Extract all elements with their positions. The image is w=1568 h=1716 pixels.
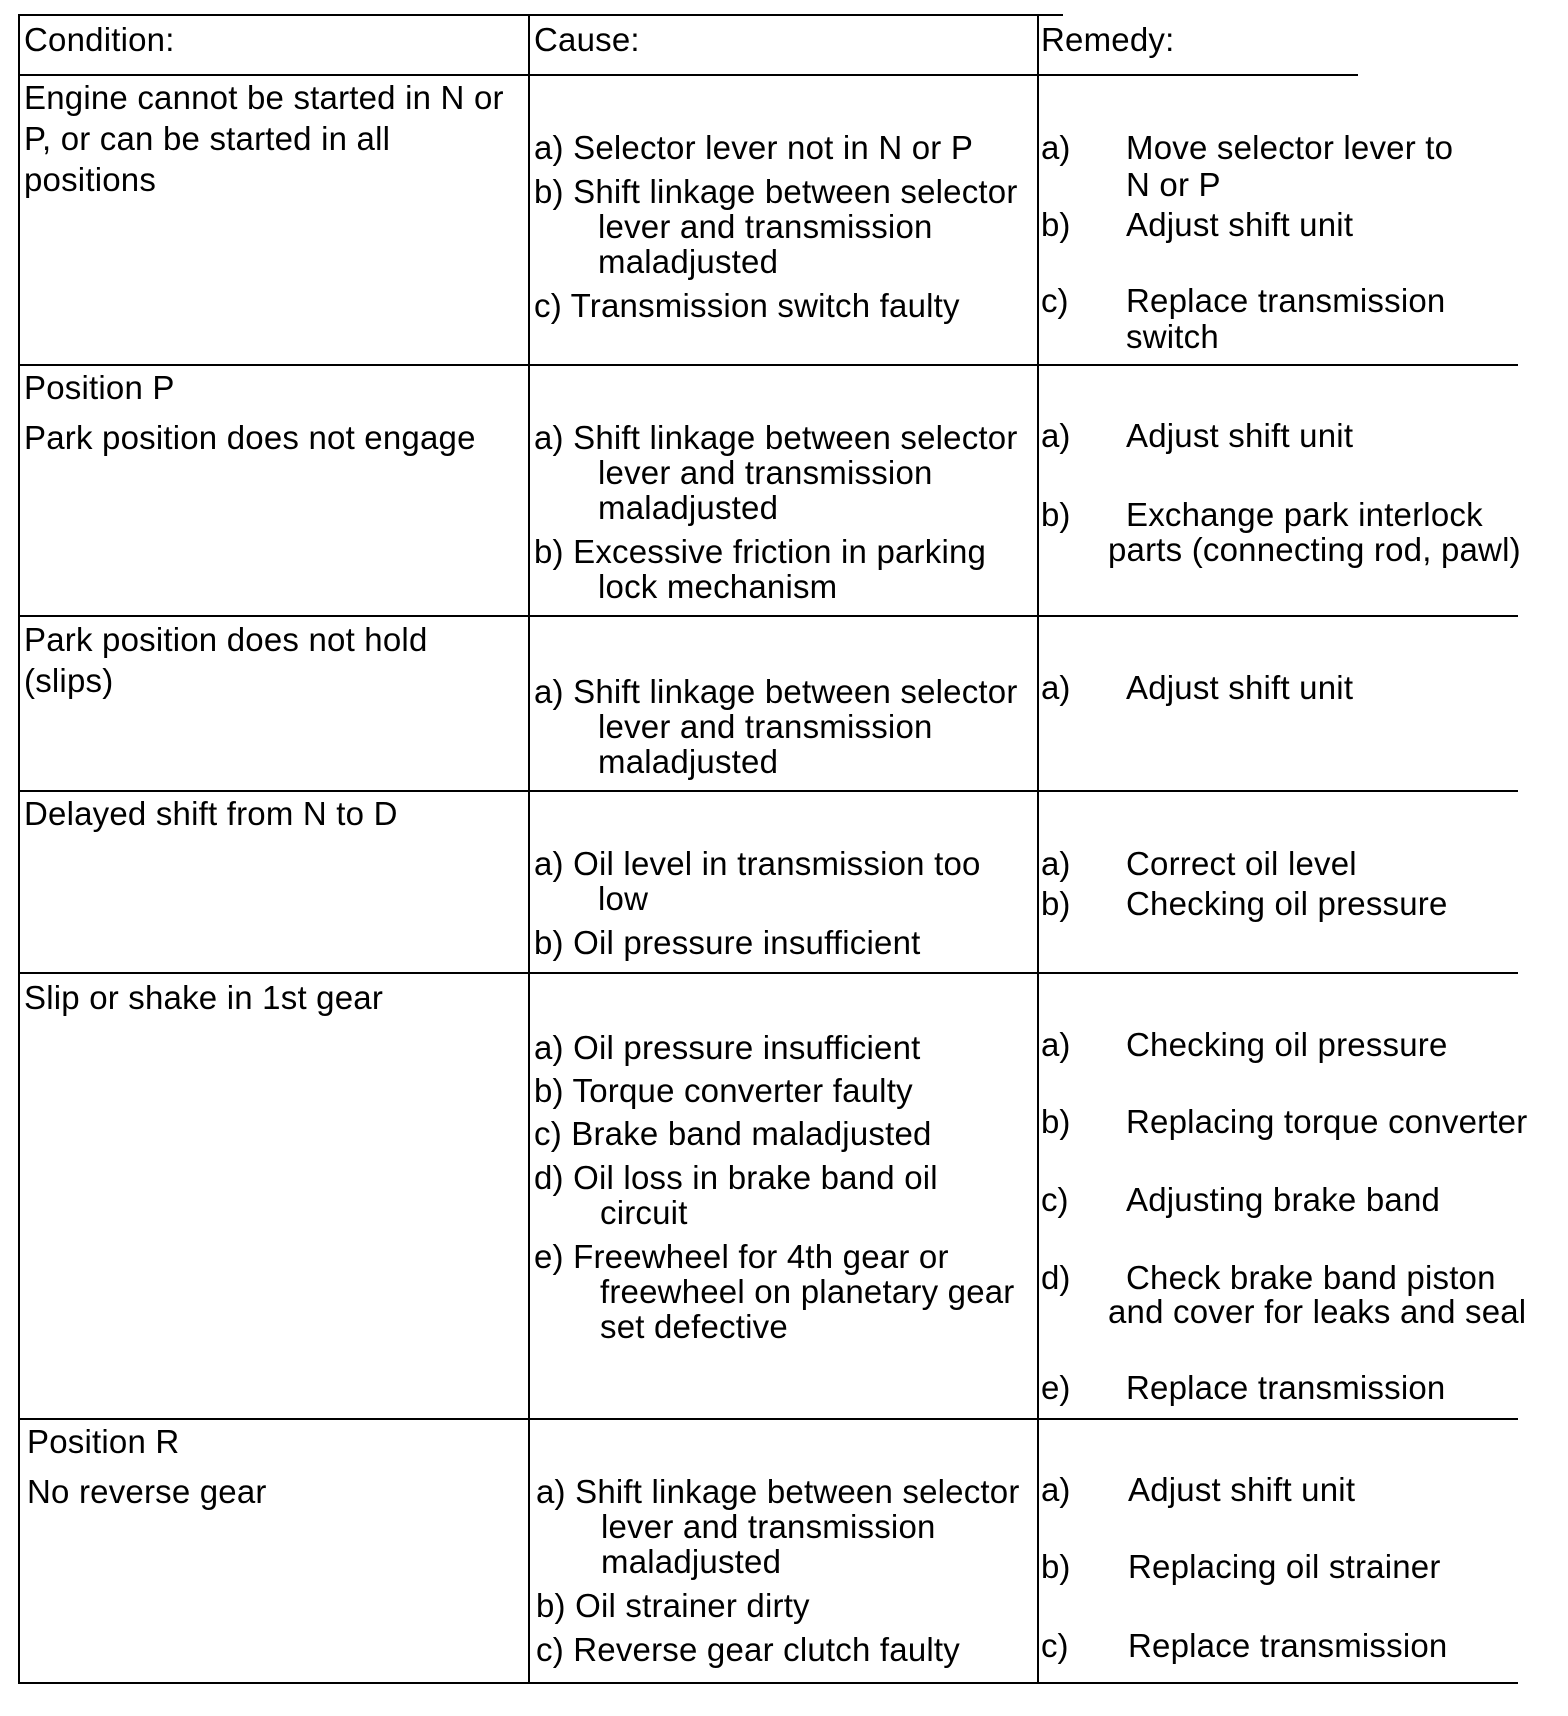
remedy-mark: c) (1041, 282, 1069, 319)
condition-line: No reverse gear (27, 1473, 267, 1510)
cause-line: e) Freewheel for 4th gear or (534, 1238, 949, 1275)
condition-line: Position P (24, 369, 175, 406)
remedy-line: Adjusting brake band (1126, 1181, 1441, 1218)
header-condition: Condition: (24, 21, 175, 58)
cause-line: c) Transmission switch faulty (534, 287, 960, 324)
cause-line: lever and transmission (598, 454, 933, 491)
remedy-mark: a) (1041, 845, 1071, 882)
cause-line: a) Shift linkage between selector (534, 419, 1018, 456)
cause-line: lever and transmission (598, 708, 933, 745)
cause-line: freewheel on planetary gear (600, 1273, 1015, 1310)
cause-line: set defective (600, 1308, 788, 1345)
remedy-mark: d) (1041, 1259, 1071, 1296)
remedy-line: Replacing oil strainer (1128, 1548, 1441, 1585)
remedy-mark: a) (1041, 129, 1071, 166)
remedy-mark: e) (1041, 1369, 1071, 1406)
row-divider-2 (18, 615, 1518, 617)
remedy-line: Adjust shift unit (1128, 1471, 1356, 1508)
remedy-mark: c) (1041, 1627, 1069, 1664)
table-top-border (18, 14, 1063, 16)
cause-line: b) Oil pressure insufficient (534, 924, 921, 961)
remedy-line: Check brake band piston (1126, 1259, 1496, 1296)
remedy-line: Move selector lever to (1126, 129, 1454, 166)
remedy-line: N or P (1126, 166, 1221, 203)
remedy-line: Correct oil level (1126, 845, 1357, 882)
remedy-line: switch (1126, 318, 1219, 355)
condition-line: Position R (27, 1423, 180, 1460)
header-remedy: Remedy: (1041, 21, 1175, 58)
remedy-line: Adjust shift unit (1126, 669, 1354, 706)
row-divider-3 (18, 790, 1518, 792)
remedy-mark: b) (1041, 496, 1071, 533)
row-divider-1 (18, 364, 1518, 366)
header-divider (18, 74, 1358, 76)
remedy-mark: b) (1041, 1548, 1071, 1585)
condition-line: Park position does not hold (24, 621, 428, 658)
remedy-line: Exchange park interlock (1126, 496, 1483, 533)
cause-line: maladjusted (601, 1543, 782, 1580)
remedy-line: Checking oil pressure (1126, 885, 1448, 922)
cause-line: maladjusted (598, 489, 779, 526)
row-divider-5 (18, 1418, 1518, 1420)
cause-line: a) Shift linkage between selector (534, 673, 1018, 710)
remedy-line: and cover for leaks and seal (1108, 1293, 1527, 1330)
condition-line: Engine cannot be started in N or (24, 79, 504, 116)
cause-line: b) Excessive friction in parking (534, 533, 987, 570)
remedy-mark: a) (1041, 1026, 1071, 1063)
cause-line: low (598, 880, 649, 917)
remedy-mark: b) (1041, 1103, 1071, 1140)
column-divider-remedy (1037, 14, 1039, 1684)
remedy-line: parts (connecting rod, pawl) (1108, 531, 1521, 568)
condition-line: Park position does not engage (24, 419, 476, 456)
table-left-border (18, 14, 20, 1684)
cause-line: lever and transmission (601, 1508, 936, 1545)
cause-line: a) Shift linkage between selector (536, 1473, 1020, 1510)
cause-line: c) Brake band maladjusted (534, 1115, 932, 1152)
cause-line: circuit (600, 1194, 688, 1231)
cause-line: a) Oil pressure insufficient (534, 1029, 921, 1066)
cause-line: b) Torque converter faulty (534, 1072, 913, 1109)
cause-line: maladjusted (598, 243, 779, 280)
condition-line: (slips) (24, 662, 114, 699)
cause-line: c) Reverse gear clutch faulty (536, 1631, 960, 1668)
remedy-line: Replacing torque converter (1126, 1103, 1528, 1140)
condition-line: Slip or shake in 1st gear (24, 979, 384, 1016)
remedy-mark: b) (1041, 885, 1071, 922)
remedy-mark: a) (1041, 417, 1071, 454)
remedy-line: Adjust shift unit (1126, 206, 1354, 243)
header-cause: Cause: (534, 21, 640, 58)
column-divider-cause (528, 14, 530, 1684)
cause-line: a) Oil level in transmission too (534, 845, 981, 882)
cause-line: b) Shift linkage between selector (534, 173, 1018, 210)
cause-line: lock mechanism (598, 568, 838, 605)
remedy-mark: b) (1041, 206, 1071, 243)
row-divider-4 (18, 972, 1518, 974)
remedy-mark: a) (1041, 669, 1071, 706)
cause-line: d) Oil loss in brake band oil (534, 1159, 938, 1196)
condition-line: positions (24, 161, 157, 198)
condition-line: Delayed shift from N to D (24, 795, 398, 832)
table-bottom-border (18, 1682, 1518, 1684)
condition-line: P, or can be started in all (24, 120, 391, 157)
cause-line: lever and transmission (598, 208, 933, 245)
cause-line: a) Selector lever not in N or P (534, 129, 974, 166)
remedy-line: Adjust shift unit (1126, 417, 1354, 454)
remedy-line: Replace transmission (1126, 282, 1446, 319)
remedy-mark: a) (1041, 1471, 1071, 1508)
remedy-line: Checking oil pressure (1126, 1026, 1448, 1063)
remedy-line: Replace transmission (1126, 1369, 1446, 1406)
cause-line: b) Oil strainer dirty (536, 1587, 810, 1624)
remedy-mark: c) (1041, 1181, 1069, 1218)
cause-line: maladjusted (598, 743, 779, 780)
remedy-line: Replace transmission (1128, 1627, 1448, 1664)
